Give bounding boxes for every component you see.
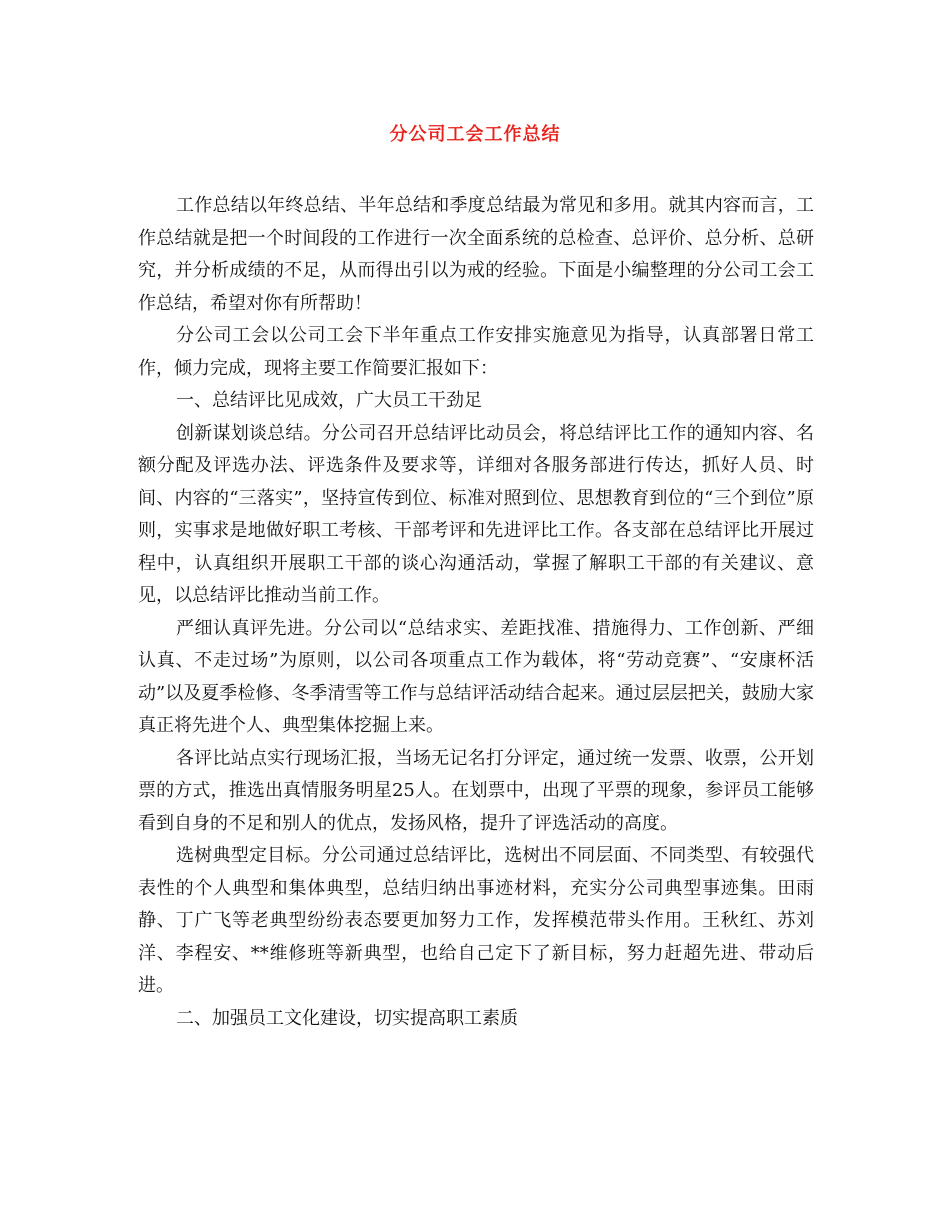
paragraph-innovation: 创新谋划谈总结。分公司召开总结评比动员会，将总结评比工作的通知内容、名额分配及评选办法、评选条件及要求等，详细对各服务部进行传达，抓好人员、时间、内容的“三落实”，坚持宣传到位、标准对照到位、思想教育到位的“三个到位”原则，实事求是地做好职工考核、干部考评和先进评比工作。各支部在总结评比开展过程中，认真组织开展职工干部的谈心沟通活动，掌握了解职工干部的有关建议、意见，以总结评比推动当前工作。 <box>138 422 814 606</box>
document-body <box>138 190 814 1035</box>
paragraph-voting: 各评比站点实行现场汇报，当场无记名打分评定，通过统一发票、收票，公开划票的方式，推选出真情服务明星25人。在划票中，出现了平票的现象，参评员工能够看到自身的不足和别人的优点，发扬风格，提升了评选活动的高度。 <box>138 747 814 834</box>
paragraph-role-models: 选树典型定目标。分公司通过总结评比，选树出不同层面、不同类型、有较强代表性的个人典型和集体典型，总结归纳出事迹材料，充实分公司典型事迹集。田雨静、丁广飞等老典型纷纷表态要更加努力工作，发挥模范带头作用。王秋红、苏刘洋、李程安、**维修班等新典型，也给自己定下了新目标，努力赶超先进、带动后进。 <box>138 845 814 996</box>
document-title: 分公司工会工作总结 <box>389 124 561 145</box>
paragraph-overview: 分公司工会以公司工会下半年重点工作安排实施意见为指导，认真部署日常工作，倾力完成，现将主要工作简要汇报如下： <box>138 325 814 379</box>
section-heading-2: 二、加强员工文化建设，切实提高职工素质 <box>176 1007 518 1029</box>
section-heading-1: 一、总结评比见成效，广大员工干劲足 <box>176 390 482 411</box>
paragraph-evaluation: 严细认真评先进。分公司以“总结求实、差距找准、措施得力、工作创新、严细认真、不走过场”为原则，以公司各项重点工作为载体，将“劳动竞赛”、“安康杯活动”以及夏季检修、冬季清雪等工作与总结评活动结合起来。通过层层把关，鼓励大家真正将先进个人、典型集体挖掘上来。 <box>138 617 814 736</box>
paragraph-intro: 工作总结以年终总结、半年总结和季度总结最为常见和多用。就其内容而言，工作总结就是把一个时间段的工作进行一次全面系统的总检查、总评价、总分析、总研究，并分析成绩的不足，从而得出引以为戒的经验。下面是小编整理的分公司工会工作总结，希望对你有所帮助！ <box>138 195 814 314</box>
